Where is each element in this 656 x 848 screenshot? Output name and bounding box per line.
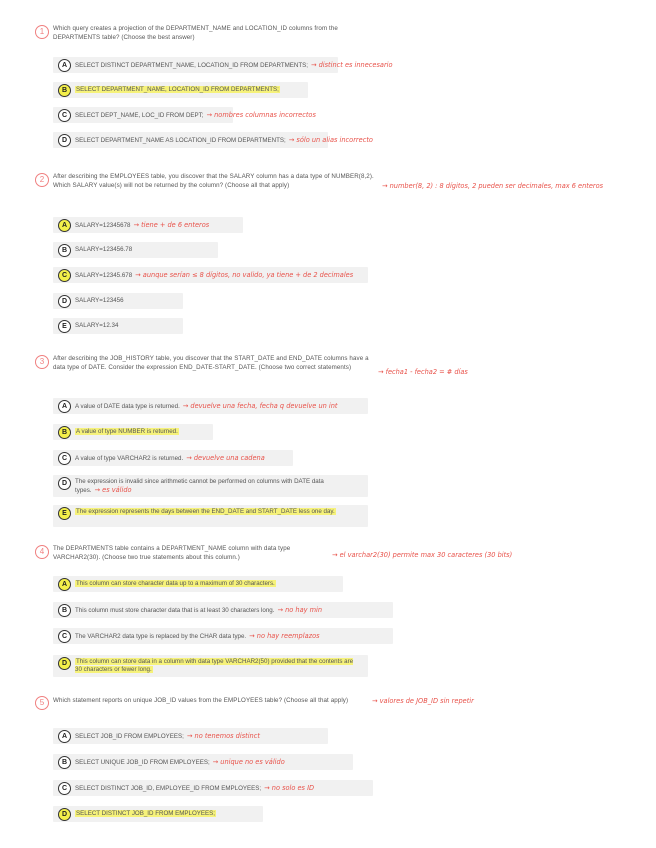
option-text: SALARY=12345678 <box>75 222 131 229</box>
option-c[interactable] <box>53 450 293 466</box>
annotation: → distinct es innecesario <box>310 61 393 69</box>
option-d[interactable] <box>53 293 183 309</box>
annotation: → no hay min <box>277 606 323 614</box>
annotation: → valores de JOB_ID sin repetir <box>372 697 474 705</box>
question-number: 3 <box>35 355 49 369</box>
question-number: 4 <box>35 545 49 559</box>
option-letter: C <box>58 452 71 465</box>
question-text: Which statement reports on unique JOB_ID values from the EMPLOYEES table? (Choose all that apply) <box>53 697 349 704</box>
option-letter: B <box>58 604 71 617</box>
option-letter: A <box>58 59 71 72</box>
option-text: SELECT DEPARTMENT_NAME, LOCATION_ID FROM DEPARTMENTS; <box>76 86 279 93</box>
option-text: The VARCHAR2 data type is replaced by the CHAR data type. <box>75 633 247 640</box>
option-text: SELECT UNIQUE JOB_ID FROM EMPLOYEES; <box>75 759 210 766</box>
option-text: SELECT DEPARTMENT_NAME AS LOCATION_ID FROM DEPARTMENTS; <box>75 137 286 144</box>
option-a[interactable] <box>53 398 368 414</box>
annotation: → devuelve una fecha, fecha q devuelve un int <box>182 402 338 410</box>
option-b[interactable] <box>53 424 213 440</box>
option-letter: B <box>58 426 71 439</box>
option-text: SALARY=123456.78 <box>75 246 133 253</box>
question-number: 1 <box>35 25 49 39</box>
option-text: SELECT DEPT_NAME, LOC_ID FROM DEPT; <box>75 112 204 119</box>
option-d[interactable] <box>53 806 263 822</box>
option-letter: C <box>58 782 71 795</box>
option-text: SELECT JOB_ID FROM EMPLOYEES; <box>75 733 184 740</box>
annotation: → no solo es ID <box>264 784 315 792</box>
annotation: → unique no es válido <box>212 758 285 766</box>
option-letter: C <box>58 630 71 643</box>
annotation: → es válido <box>94 486 132 494</box>
option-letter: D <box>58 657 71 670</box>
option-letter: C <box>58 269 71 282</box>
option-text: SELECT DISTINCT JOB_ID FROM EMPLOYEES; <box>76 810 216 817</box>
option-e[interactable] <box>53 505 368 527</box>
option-text: A value of type VARCHAR2 is returned. <box>75 455 184 462</box>
option-letter: D <box>58 295 71 308</box>
option-letter: E <box>58 507 71 520</box>
option-text: SALARY=123456 <box>75 297 124 304</box>
option-letter: D <box>58 477 71 490</box>
option-letter: B <box>58 756 71 769</box>
annotation: → devuelve una cadena <box>186 454 265 462</box>
option-letter: D <box>58 134 71 147</box>
question-text: The DEPARTMENTS table contains a DEPARTMENT_NAME column with data type VARCHAR2(30). (Choose two true statements about this column.) <box>53 545 291 561</box>
annotation: → number(8, 2) : 8 dígitos, 2 pueden ser decimales, max 6 enteros <box>382 182 604 190</box>
option-text: SALARY=12.34 <box>75 322 119 329</box>
option-text: This column can store character data up to a maximum of 30 characters. <box>76 580 275 587</box>
annotation: → nombres columnas incorrectos <box>206 111 316 119</box>
option-c[interactable] <box>53 780 373 796</box>
annotation: → aunque serían ≤ 8 dígitos, no valido, ya tiene + de 2 decimales <box>135 271 354 279</box>
question-number: 2 <box>35 173 49 187</box>
option-c[interactable] <box>53 628 393 644</box>
option-c[interactable] <box>53 107 316 123</box>
option-e[interactable] <box>53 318 183 334</box>
option-text: This column can store data in a column with data type VARCHAR2(50) provided that the contents are 30 characters or fewer long. <box>75 658 354 673</box>
option-b[interactable] <box>53 242 218 258</box>
question-text: After describing the EMPLOYEES table, you discover that the SALARY column has a data type of NUMBER(8,2). Which SALARY value(s) will not be returned by the column? (Choose all that apply) <box>53 173 374 189</box>
option-a[interactable] <box>53 576 343 592</box>
question-number: 5 <box>35 696 49 710</box>
option-text: The expression represents the days between the END_DATE and START_DATE less one day. <box>76 508 335 515</box>
option-d[interactable] <box>53 132 373 148</box>
option-b[interactable] <box>53 602 393 618</box>
option-a[interactable] <box>53 57 393 73</box>
option-letter: E <box>58 320 71 333</box>
annotation: → fecha1 - fecha2 = # días <box>378 368 468 376</box>
option-letter: B <box>58 244 71 257</box>
option-text: SELECT DISTINCT DEPARTMENT_NAME, LOCATION_ID FROM DEPARTMENTS; <box>75 62 308 69</box>
question-text: After describing the JOB_HISTORY table, you discover that the START_DATE and END_DATE columns have a data type of DATE. Consider the expression END_DATE-START_DATE. (Choose two correct statements) <box>53 355 369 371</box>
option-d[interactable] <box>53 475 368 497</box>
option-d[interactable] <box>53 655 368 677</box>
option-a[interactable] <box>53 728 328 744</box>
annotation: → sólo un alias incorrecto <box>288 136 373 144</box>
question-text: Which query creates a projection of the DEPARTMENT_NAME and LOCATION_ID columns from the DEPARTMENTS table? (Choose the best answer) <box>53 25 338 41</box>
option-letter: A <box>58 400 71 413</box>
option-letter: A <box>58 730 71 743</box>
option-letter: C <box>58 109 71 122</box>
option-letter: A <box>58 219 71 232</box>
annotation: → tiene + de 6 enteros <box>133 221 210 229</box>
option-text: SELECT DISTINCT JOB_ID, EMPLOYEE_ID FROM EMPLOYEES; <box>75 785 262 792</box>
annotation: → el varchar2(30) permite max 30 caracteres (30 bits) <box>332 551 513 559</box>
option-text: SALARY=12345.678 <box>75 272 133 279</box>
option-text: A value of type NUMBER is returned. <box>76 428 178 435</box>
option-b[interactable] <box>53 754 353 770</box>
annotation: → no tenemos distinct <box>186 732 260 740</box>
option-letter: D <box>58 808 71 821</box>
annotation: → no hay reemplazos <box>249 632 320 640</box>
option-c[interactable] <box>53 267 368 283</box>
option-b[interactable] <box>53 82 308 98</box>
option-letter: A <box>58 578 71 591</box>
option-letter: B <box>58 84 71 97</box>
option-text: A value of DATE data type is returned. <box>75 403 180 410</box>
option-a[interactable] <box>53 217 243 233</box>
option-text: The expression is invalid since arithmetic cannot be performed on columns with DATE data types. <box>75 478 324 494</box>
option-text: This column must store character data that is at least 30 characters long. <box>75 607 275 614</box>
